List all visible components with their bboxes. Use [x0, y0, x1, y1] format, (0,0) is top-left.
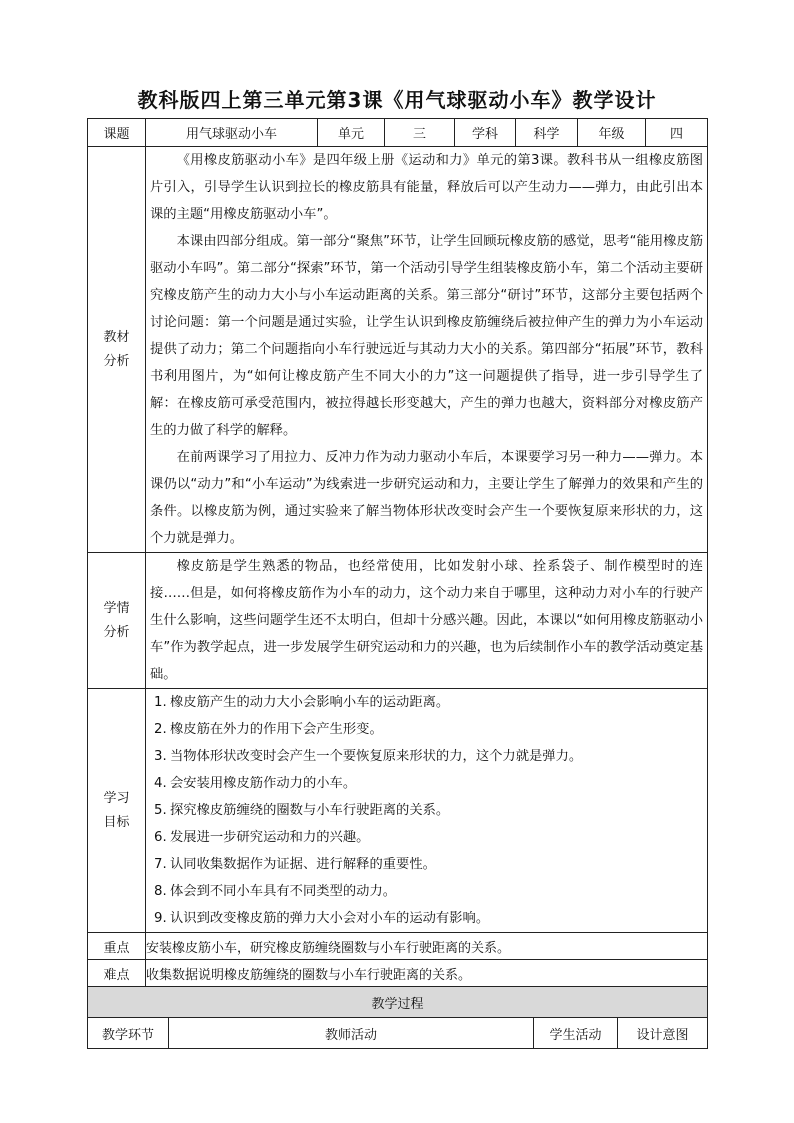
difficulty-label: 难点: [88, 960, 146, 987]
goal-item: 4. 会安装用橡皮筋作动力的小车。: [154, 776, 357, 791]
grade-value: 四: [646, 119, 708, 147]
document-title: 教科版四上第三单元第3课《用气球驱动小车》教学设计: [137, 88, 657, 112]
label-topic: 课题: [88, 119, 146, 147]
header-row: [88, 119, 708, 147]
student-analysis-row: [88, 553, 708, 689]
goal-item: 3. 当物体形状改变时会产生一个要恢复原来形状的力，这个力就是弹力。: [154, 749, 583, 764]
student-analysis-label: 学情 分析: [88, 553, 146, 689]
learning-goals-label: 学习 目标: [88, 689, 146, 933]
key-point-row: [88, 933, 708, 960]
goal-item: 5. 探究橡皮筋缠绕的圈数与小车行驶距离的关系。: [154, 803, 450, 818]
goal-item: 1. 橡皮筋产生的动力大小会影响小车的运动距离。: [154, 695, 450, 710]
label-grade: 年级: [578, 119, 646, 147]
goal-item: 8. 体会到不同小车具有不同类型的动力。: [154, 884, 397, 899]
goal-item: 2. 橡皮筋在外力的作用下会产生形变。: [154, 722, 383, 737]
topic-value: 用气球驱动小车: [146, 119, 318, 147]
label-subject: 学科: [455, 119, 516, 147]
learning-goals-content: [146, 689, 708, 933]
unit-value: 三: [385, 119, 455, 147]
difficulty-text: 收集数据说明橡皮筋缠绕的圈数与小车行驶距离的关系。: [146, 960, 708, 987]
student-analysis-content: [146, 553, 708, 689]
goal-item: 7. 认同收集数据作为证据、进行解释的重要性。: [154, 857, 436, 872]
material-analysis-label: 教材 分析: [88, 147, 146, 553]
material-paragraph: 本课由四部分组成。第一部分“聚焦”环节，让学生回顾玩橡皮筋的感觉，思考“能用橡皮筋驱动小车吗”。第二部分“探索”环节，第一个活动引导学生组装橡皮筋小车，第二个活动主要研究橡皮筋产生的动力大小与小车运动距离的关系。第三部分“研讨”环节，这部分主要包括两个讨论问题：第一个问题是通过实验，让学生认识到橡皮筋缠绕后被拉伸产生的弹力为小车运动提供了动力；第二个问题指向小车行驶远近与其动力大小的关系。第四部分“拓展”环节，教科书利用图片，为“如何让橡皮筋产生不同大小的力”这一问题提供了指导，进一步引导学生了解：在橡皮筋可承受范围内，被拉得越长形变越大，产生的弹力也越大，资料部分对橡皮筋产生的力做了科学的解释。: [150, 234, 704, 438]
student-paragraph: 橡皮筋是学生熟悉的物品，也经常使用，比如发射小球、拴系袋子、制作模型时的连接……但是，如何将橡皮筋作为小车的动力，这个动力来自于哪里，这种动力对小车的行驶产生什么影响，这些问题学生还不太明白，但却十分感兴趣。因此，本课以“如何用橡皮筋驱动小车”作为教学起点，进一步发展学生研究运动和力的兴趣，也为后续制作小车的教学活动奠定基础。: [150, 559, 704, 682]
material-analysis-content: [146, 147, 708, 553]
material-analysis-row: [88, 147, 708, 553]
col-teaching-stage: 教学环节: [88, 1018, 169, 1049]
goal-item: 6. 发展进一步研究运动和力的兴趣。: [154, 830, 370, 845]
col-design-intent: 设计意图: [618, 1018, 708, 1049]
learning-goals-row: [88, 689, 708, 933]
process-columns-row: [88, 1018, 708, 1049]
key-point-label: 重点: [88, 933, 146, 960]
subject-value: 科学: [516, 119, 578, 147]
teaching-process-header: 教学过程: [88, 987, 708, 1018]
material-paragraph: 《用橡皮筋驱动小车》是四年级上册《运动和力》单元的第3课。教科书从一组橡皮筋图片引入，引导学生认识到拉长的橡皮筋具有能量，释放后可以产生动力——弹力，由此引出本课的主题“用橡皮筋驱动小车”。: [150, 153, 704, 222]
label-unit: 单元: [318, 119, 385, 147]
col-teacher-activity: 教师活动: [169, 1018, 534, 1049]
difficulty-row: [88, 960, 708, 987]
material-paragraph: 在前两课学习了用拉力、反冲力作为动力驱动小车后，本课要学习另一种力——弹力。本课仍以“动力”和“小车运动”为线索进一步研究运动和力，主要让学生了解弹力的效果和产生的条件。以橡皮筋为例，通过实验来了解当物体形状改变时会产生一个要恢复原来形状的力，这个力就是弹力。: [150, 450, 704, 546]
col-student-activity: 学生活动: [534, 1018, 618, 1049]
lesson-plan-table: [87, 118, 708, 1049]
goal-item: 9. 认识到改变橡皮筋的弹力大小会对小车的运动有影响。: [154, 911, 490, 926]
process-header-row: [88, 987, 708, 1018]
key-point-text: 安装橡皮筋小车，研究橡皮筋缠绕圈数与小车行驶距离的关系。: [146, 933, 708, 960]
